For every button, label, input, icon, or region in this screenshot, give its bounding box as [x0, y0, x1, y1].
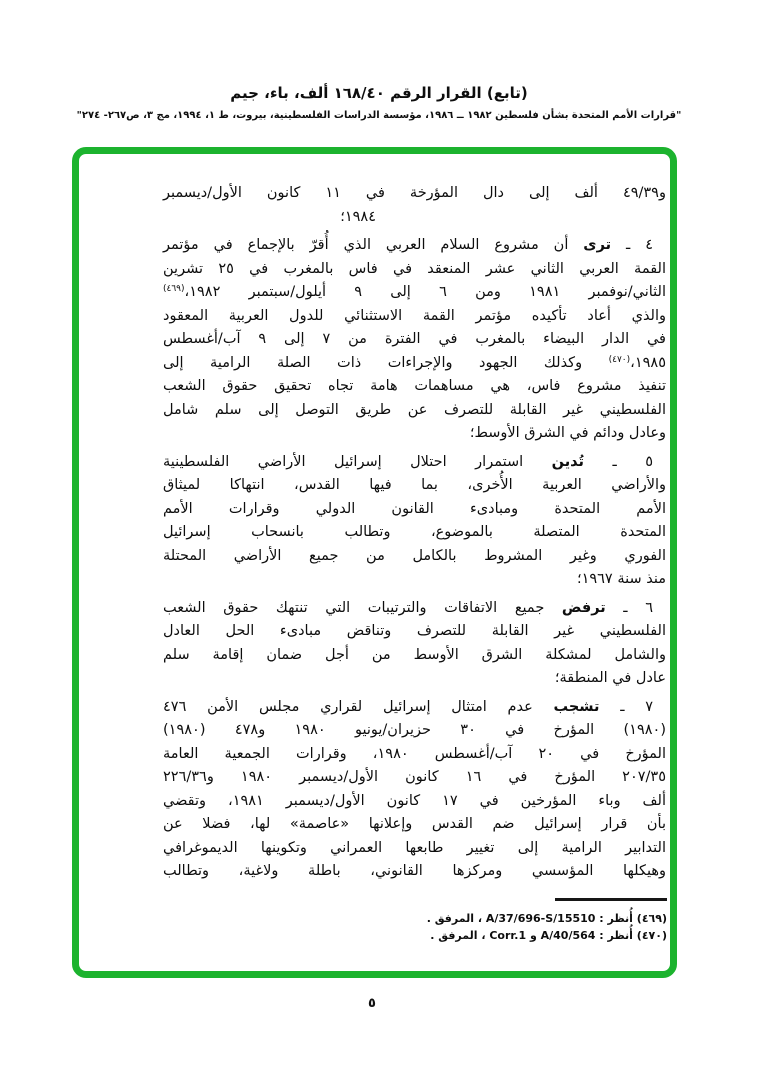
footnote-separator-rule	[555, 898, 667, 901]
text-run: ٦ ـ	[605, 599, 653, 616]
text-run: ٧ ـ	[599, 698, 653, 715]
text-run: الثاني/نوفمبر ١٩٨١ ومن ٦ إلى ٩ أيلول/سبتمبر ١٩٨٢،	[184, 284, 666, 300]
body-line	[163, 568, 666, 592]
text-run: المتحدة المتصلة بالموضوع، وتطالب بانسحاب إسرائيل	[163, 524, 666, 540]
text-run: (١٩٨٠) المؤرخ في ٣٠ حزيران/يونيو ١٩٨٠ و٤٧٨ (١٩٨٠)	[163, 722, 666, 738]
body-line	[163, 545, 666, 569]
text-run: تنفيذ مشروع فاس، هي مساهمات هامة تجاه تحقيق حقوق الشعب	[163, 378, 666, 394]
page-number: ٥	[368, 996, 376, 1011]
text-run: عدم امتثال إسرائيل لقراري مجلس الأمن ٤٧٦	[163, 698, 554, 715]
text-run: الفوري وغير المشروط بالكامل من جميع الأراضي المحتلة	[163, 547, 666, 564]
body-line	[163, 743, 666, 767]
body-line	[163, 837, 666, 861]
body-line	[163, 644, 666, 668]
text-run: ٤ ـ	[611, 237, 653, 253]
page-subtitle: "قرارات الأمم المتحدة بشأن فلسطين ١٩٨٢ ــ ١٩٨٦، مؤسسة الدراسات الفلسطينية، بيروت، ط ١، ١٩٩٤، مج ٣، ص٢٦٧- ٢٧٤"	[76, 110, 682, 121]
footnote: (٤٦٩) أُنظر : A/37/696-S/15510 ، المرفق .	[426, 911, 667, 925]
body-line	[163, 422, 666, 446]
body-line	[163, 182, 666, 206]
text-run: ٢٠٧/٣٥ المؤرخ في ١٦ كانون الأول/ديسمبر ١٩٨٠ و٢٢٦/٣٦	[163, 769, 666, 785]
body-line	[163, 498, 666, 522]
footnote-marker: (٤٧٠)	[608, 354, 631, 365]
footnote-list	[197, 910, 667, 945]
footnote: (٤٧٠) أُنظر : A/40/564 و Corr.1 ، المرفق .	[430, 929, 667, 942]
body-line	[163, 352, 666, 376]
body-line	[163, 620, 666, 644]
paragraph	[163, 234, 666, 446]
paragraph	[163, 597, 666, 691]
footnote-marker: (٤٦٩)	[163, 284, 185, 294]
text-run: والذي أعاد تأكيده مؤتمر القمة الاستثنائي للدول العربية المعقود	[163, 307, 666, 324]
footnote-area	[197, 898, 667, 945]
text-run: ١٩٨٥،	[630, 354, 666, 371]
body-line	[163, 305, 666, 329]
body-line	[163, 667, 666, 691]
text-run: أن مشروع السلام العربي الذي أُقرّ بالإجماع في مؤتمر	[163, 237, 584, 253]
document-frame	[72, 147, 677, 978]
body-line	[163, 597, 666, 621]
text-run: الفلسطيني غير القابلة للتصرف وتناقض مبادىء الحل العادل	[163, 623, 666, 639]
text-run: الأمم المتحدة ومبادىء القانون الدولي وقرارات الأمم	[163, 500, 666, 517]
body-line	[163, 328, 666, 352]
text-run: التدابير الرامية إلى تغيير طابعها العمراني وتكوينها الديموغرافي	[163, 839, 666, 856]
body-line	[163, 813, 666, 837]
body-line	[163, 474, 666, 498]
paragraph	[163, 451, 666, 592]
body-line	[163, 281, 666, 305]
text-run: الفلسطيني غير القابلة للتصرف عن طريق التوصل إلى سلم شامل	[163, 401, 666, 418]
text-run: عادل في المنطقة؛	[554, 670, 666, 686]
text-run: وعادل ودائم في الشرق الأوسط؛	[469, 425, 666, 441]
text-run: القمة العربي الثاني عشر المنعقد في فاس بالمغرب في ٢٥ تشرين	[163, 260, 666, 277]
document-body	[163, 182, 666, 889]
body-line	[163, 521, 666, 545]
paragraph	[163, 696, 666, 884]
text-run: منذ سنة ١٩٦٧؛	[576, 571, 666, 587]
text-run: ١٩٨٤؛	[340, 208, 376, 225]
text-run: في الدار البيضاء بالمغرب في الفترة من ٧ إلى ٩ آب/أغسطس	[163, 331, 666, 347]
body-line	[163, 399, 666, 423]
paragraph	[163, 182, 666, 229]
text-run: ٥ ـ	[583, 453, 653, 470]
text-run: و٤٩/٣٩ ألف إلى دال المؤرخة في ١١ كانون الأول/ديسمبر	[163, 185, 666, 201]
text-run: تُدين	[551, 453, 584, 470]
body-line	[163, 696, 666, 720]
text-run: وكذلك الجهود والإجراءات ذات الصلة الرامية إلى	[163, 354, 609, 371]
body-line	[163, 234, 666, 258]
body-line	[163, 719, 666, 743]
page-header	[0, 84, 758, 121]
page-title: (تابع) القرار الرقم ١٦٨/٤٠ ألف، باء، جيم	[230, 84, 528, 102]
text-run: ترى	[583, 237, 612, 253]
text-run: استمرار احتلال إسرائيل الأراضي الفلسطينية	[163, 453, 552, 470]
body-line	[163, 375, 666, 399]
body-line	[163, 860, 666, 884]
text-run: جميع الاتفاقات والترتيبات التي تنتهك حقوق الشعب	[163, 599, 562, 616]
text-run: والشامل لمشكلة الشرق الأوسط من أجل ضمان إقامة سلم	[163, 646, 666, 663]
text-run: ترفض	[561, 599, 606, 616]
text-run: المؤرخ في ٢٠ آب/أغسطس ١٩٨٠، وقرارات الجمعية العامة	[163, 745, 667, 762]
body-line	[163, 790, 666, 814]
text-run: تشجب	[553, 698, 600, 715]
text-run: بأن قرار إسرائيل ضم القدس وإعلانها «عاصمة» لها، فضلا عن	[163, 816, 666, 832]
body-line	[163, 258, 666, 282]
text-run: ألف وباء المؤرخين في ١٧ كانون الأول/ديسمبر ١٩٨١، وتقضي	[163, 792, 667, 809]
body-line	[163, 451, 666, 475]
body-line	[163, 206, 666, 230]
text-run: والأراضي العربية الأُخرى، بما فيها القدس، انتهاكا لميثاق	[163, 477, 666, 493]
body-line	[163, 766, 666, 790]
text-run: وهيكلها المؤسسي ومركزها القانوني، باطلة ولاغية، وتطالب	[163, 863, 666, 879]
